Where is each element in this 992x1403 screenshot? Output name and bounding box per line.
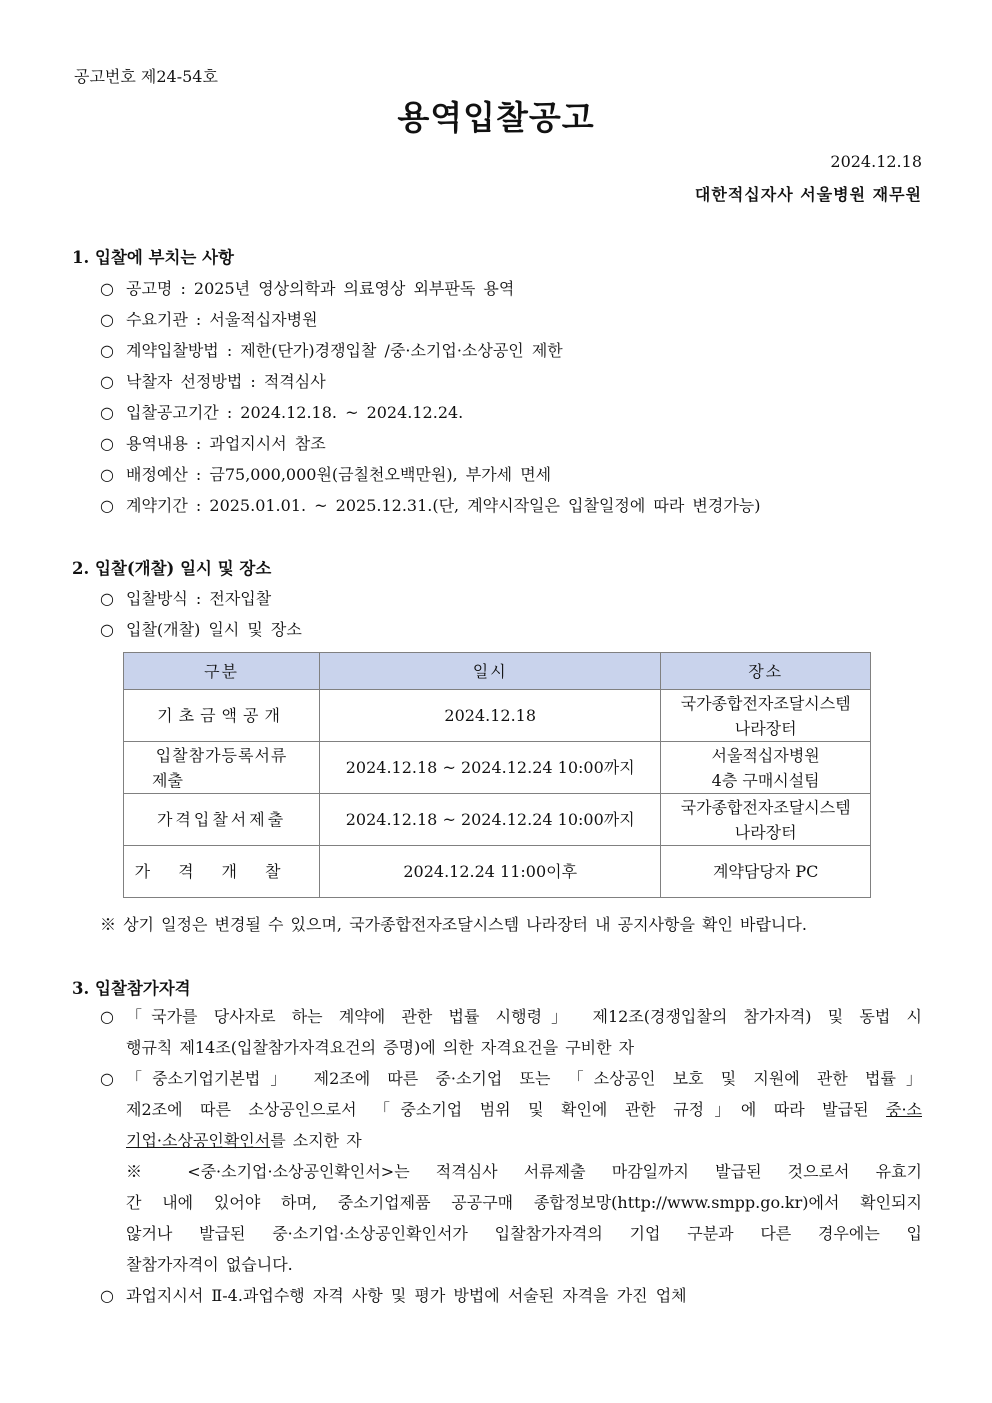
bullet-circle-icon: ○ [100, 279, 114, 298]
list-item: ○ 「중소기업기본법」 제2조에 따른 중·소기업 또는 「소상공인 보호 및 지원에 관한 법률」 제2조에 따른 소상공인으로서 「중소기업 범위 및 확인에 관한 규정」에 따라 발급된 중·소 기업·소상공인확인서를 소지한 자 ※ <중·소기업·소상공인확인서>는 적격심사 서류제출 마감일까지 발급된 것으로서 유효기 간 내에 있어야 하며, 중소기업제품 공공구매 종합정보망(http://www.smpp.go.kr)에서 확인되지 않거나 발급된 중·소기업·소상공인확인서가 입찰참가자격의 기업 구분과 다른 경우에는 입 찰참가자격이 없습니다. [100, 1063, 922, 1280]
bullet-circle-icon: ○ [100, 496, 114, 515]
bullet-circle-icon: ○ [100, 434, 114, 453]
table-header: 장소 [661, 653, 871, 690]
bullet-circle-icon: ○ [100, 620, 114, 639]
bullet-circle-icon: ○ [100, 372, 114, 391]
bullet-circle-icon: ○ [100, 465, 114, 484]
table-cell: 2024.12.24 11:00이후 [320, 846, 661, 898]
table-row [124, 742, 871, 794]
section-2-heading: 2. 입찰(개찰) 일시 및 장소 [72, 559, 272, 578]
list-item: ○ 계약입찰방법 : 제한(단가)경쟁입찰 /중·소기업·소상공인 제한 [100, 341, 563, 360]
list-item: ○ 입찰방식 : 전자입찰 [100, 589, 272, 608]
table-row [124, 690, 871, 742]
list-item: ○ 공고명 : 2025년 영상의학과 의료영상 외부판독 용역 [100, 279, 515, 298]
table-header: 구분 [124, 653, 320, 690]
bullet-circle-icon: ○ [100, 403, 114, 422]
table-row [124, 846, 871, 898]
list-item: ○ 배정예산 : 금75,000,000원(금칠천오백만원), 부가세 면세 [100, 465, 552, 484]
table-cell: 가격개찰 [124, 846, 320, 898]
bullet-circle-icon: ○ [100, 310, 114, 329]
list-item: ○ 입찰(개찰) 일시 및 장소 [100, 620, 302, 639]
table-cell: 입찰참가등록서류 제출 [124, 742, 320, 794]
list-item: ○ 용역내용 : 과업지시서 참조 [100, 434, 326, 453]
schedule-note: ※ 상기 일정은 변경될 수 있으며, 국가종합전자조달시스템 나라장터 내 공지사항을 확인 바랍니다. [100, 915, 807, 934]
list-item: ○ 계약기간 : 2025.01.01. ~ 2025.12.31.(단, 계약시작일은 입찰일정에 따라 변경가능) [100, 496, 761, 515]
bullet-circle-icon: ○ [100, 589, 114, 608]
table-header-row [124, 653, 871, 690]
bullet-circle-icon: ○ [100, 1286, 114, 1305]
schedule-table [123, 652, 871, 898]
list-item: ○ 과업지시서 Ⅱ-4.과업수행 자격 사항 및 평가 방법에 서술된 자격을 가진 업체 [100, 1286, 687, 1305]
notice-date: 2024.12.18 [830, 152, 922, 171]
list-item: ○ 「국가를 당사자로 하는 계약에 관한 법률 시행령」 제12조(경쟁입찰의 참가자격) 및 동법 시 행규칙 제14조(입찰참가자격요건의 증명)에 의한 자격요건을 구비한 자 [100, 1001, 922, 1063]
notice-number: 공고번호 제24-54호 [74, 67, 218, 86]
section-3-heading: 3. 입찰참가자격 [72, 979, 191, 998]
table-cell: 2024.12.18 [320, 690, 661, 742]
page-title: 용역입찰공고 [397, 98, 595, 137]
bullet-circle-icon: ○ [100, 1007, 114, 1026]
table-header: 일시 [320, 653, 661, 690]
table-cell: 국가종합전자조달시스템 나라장터 [661, 794, 871, 846]
list-item: ○ 낙찰자 선정방법 : 적격심사 [100, 372, 326, 391]
bullet-circle-icon: ○ [100, 1069, 114, 1088]
table-cell: 기초금액공개 [124, 690, 320, 742]
list-item: ○ 입찰공고기간 : 2024.12.18. ~ 2024.12.24. [100, 403, 464, 422]
table-row [124, 794, 871, 846]
section-1-heading: 1. 입찰에 부치는 사항 [72, 248, 234, 267]
list-item: ○ 수요기관 : 서울적십자병원 [100, 310, 318, 329]
table-cell: 계약담당자 PC [661, 846, 871, 898]
table-cell: 서울적십자병원 4층 구매시설팀 [661, 742, 871, 794]
table-cell: 2024.12.18 ~ 2024.12.24 10:00까지 [320, 794, 661, 846]
table-cell: 가격입찰서제출 [124, 794, 320, 846]
table-cell: 국가종합전자조달시스템 나라장터 [661, 690, 871, 742]
table-cell: 2024.12.18 ~ 2024.12.24 10:00까지 [320, 742, 661, 794]
issuer: 대한적십자사 서울병원 재무원 [694, 185, 922, 204]
bullet-circle-icon: ○ [100, 341, 114, 360]
